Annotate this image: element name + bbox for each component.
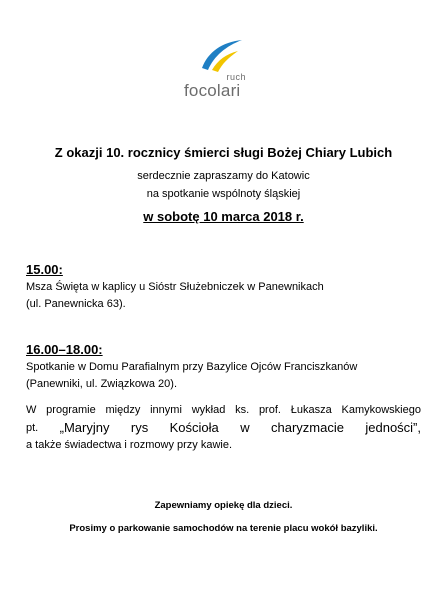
lecture-title-word: „Maryjny [59, 420, 110, 435]
event-mass-time: 15.00: [26, 262, 63, 277]
program-word: ks. [235, 404, 250, 416]
program-word: innymi [150, 404, 182, 416]
program-paragraph [26, 402, 421, 454]
program-word: W [26, 404, 37, 416]
invite-line-1: serdecznie zapraszamy do Katowic [137, 170, 310, 182]
event-mass [26, 262, 421, 313]
lecture-title-word: w [240, 420, 250, 435]
program-line-2 [26, 419, 421, 437]
event-meeting-description: Spotkanie w Domu Parafialnym przy Bazylice Ojców Franciszkanów [26, 361, 358, 373]
childcare-note: Zapewniamy opiekę dla dzieci. [154, 500, 293, 511]
event-meeting-time: 16.00–18.00: [26, 342, 103, 357]
lecture-title-word: rys [130, 420, 149, 435]
program-word: między [105, 404, 141, 416]
program-word: Kamykowskiego [341, 404, 421, 416]
page-title: Z okazji 10. rocznicy śmierci sługi Bożej Chiary Lubich [54, 145, 393, 160]
focolari-logo [184, 30, 264, 110]
event-mass-description: Msza Święta w kaplicy u Sióstr Służebniczek w Panewnikach [26, 281, 324, 293]
logo-small-text: ruch [226, 72, 246, 82]
lecture-title-word: Kościoła [169, 420, 219, 435]
invite-line-2: na spotkanie wspólnoty śląskiej [146, 188, 301, 200]
parking-note: Prosimy o parkowanie samochodów na terenie placu wokół bazyliki. [69, 523, 378, 534]
program-word: pt. [26, 422, 39, 434]
lecture-title-word: charyzmacie [270, 420, 344, 435]
logo-large-text: focolari [184, 81, 241, 100]
program-word: prof. [258, 404, 281, 416]
event-date: w sobotę 10 marca 2018 r. [143, 209, 304, 224]
focolari-swoosh-icon [198, 38, 248, 74]
program-word: Łukasza [290, 404, 332, 416]
program-word: wykład [191, 404, 226, 416]
program-line-1 [26, 402, 421, 419]
event-mass-address: (ul. Panewnicka 63). [26, 298, 126, 310]
event-meeting [26, 342, 421, 393]
program-word: programie [46, 404, 96, 416]
event-meeting-address: (Panewniki, ul. Związkowa 20). [26, 378, 178, 390]
lecture-title-word: jedności”, [365, 420, 421, 435]
program-line-3: a także świadectwa i rozmowy przy kawie. [26, 439, 233, 451]
